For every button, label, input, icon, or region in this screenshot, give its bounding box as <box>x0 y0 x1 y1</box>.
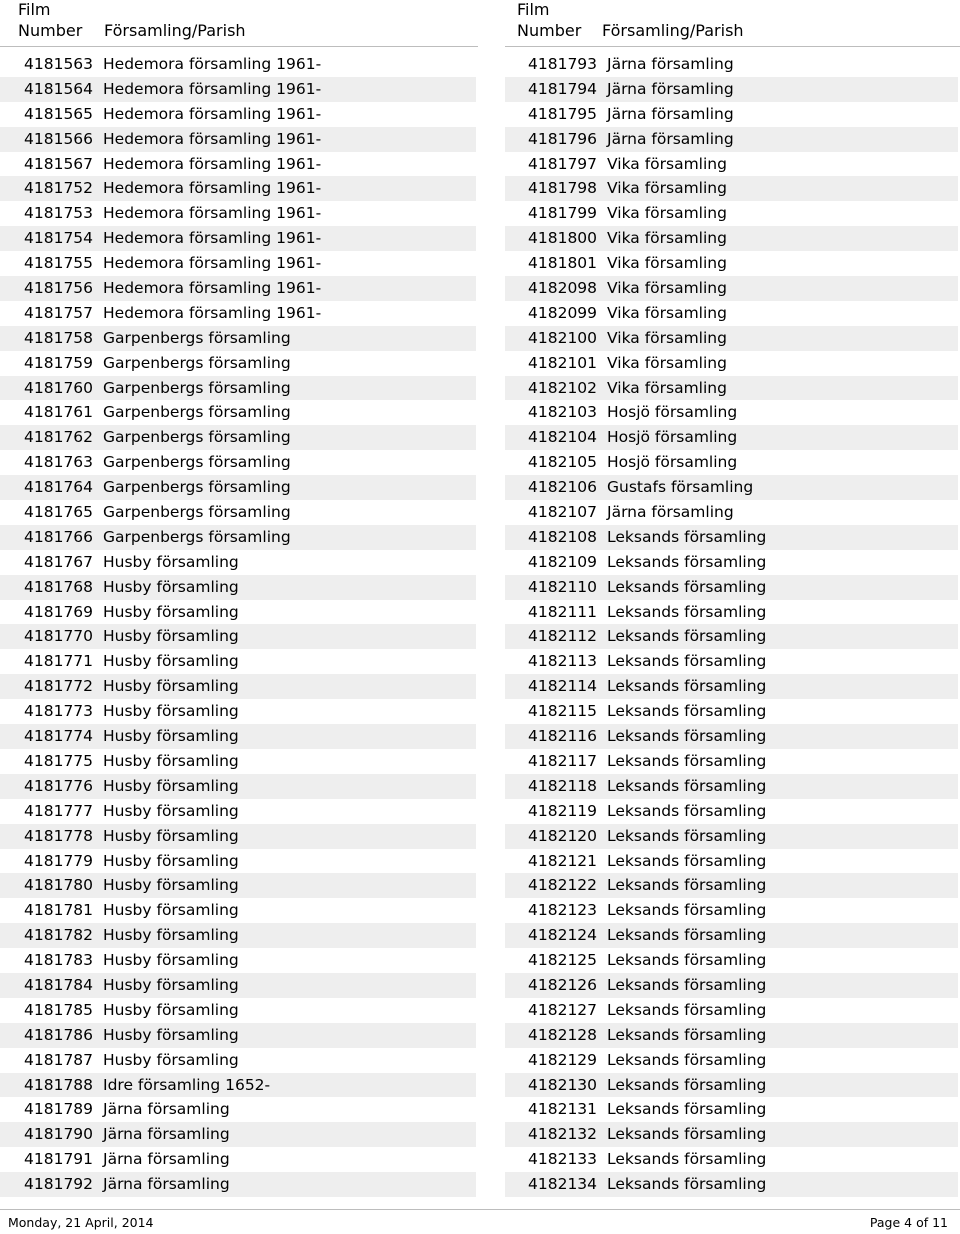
film-number: 4181774 <box>24 727 94 746</box>
film-number: 4181567 <box>24 154 94 173</box>
table-row <box>0 923 476 948</box>
table-row <box>505 624 958 649</box>
film-number: 4181780 <box>24 876 94 895</box>
film-number: 4182130 <box>528 1075 598 1094</box>
film-number: 4181779 <box>24 851 94 870</box>
table-row <box>0 575 476 600</box>
film-number: 4182109 <box>528 552 598 571</box>
footer-date: Monday, 21 April, 2014 <box>8 1215 154 1230</box>
film-number: 4182108 <box>528 527 598 546</box>
table-row <box>505 376 958 401</box>
parish-name: Leksands församling <box>607 1125 767 1144</box>
parish-name: Järna församling <box>607 55 734 73</box>
table-row <box>505 948 958 973</box>
parish-name: Hedemora församling 1961- <box>103 154 322 173</box>
table-row <box>505 176 958 201</box>
table-row <box>505 674 958 699</box>
film-number: 4182111 <box>528 602 598 621</box>
parish-name: Hedemora församling 1961- <box>103 129 322 148</box>
film-number: 4181752 <box>24 179 94 198</box>
film-number: 4182110 <box>528 577 598 596</box>
parish-name: Järna församling <box>103 1175 230 1194</box>
parish-name: Husby församling <box>103 1025 239 1044</box>
film-number: 4181767 <box>24 552 94 571</box>
film-number: 4182105 <box>528 453 598 472</box>
table-row <box>0 973 476 998</box>
parish-name: Garpenbergs församling <box>103 478 291 497</box>
table-row <box>0 849 476 874</box>
table-row <box>0 351 476 376</box>
film-number: 4181777 <box>24 801 94 820</box>
film-number: 4181759 <box>24 353 94 372</box>
table-row <box>0 450 476 475</box>
table-row <box>505 1122 958 1147</box>
film-number: 4181762 <box>24 428 94 447</box>
parish-name: Husby församling <box>103 652 239 671</box>
parish-name: Husby församling <box>103 627 239 646</box>
table-row <box>505 525 958 550</box>
parish-name: Husby församling <box>103 951 239 970</box>
parish-name: Husby församling <box>103 851 239 870</box>
parish-name: Leksands församling <box>607 751 767 770</box>
parish-name: Järna församling <box>103 1100 230 1119</box>
film-number: 4181791 <box>24 1150 94 1169</box>
table-row <box>0 226 476 251</box>
film-number: 4181785 <box>24 1000 94 1019</box>
parish-name: Garpenbergs församling <box>103 453 291 472</box>
film-number: 4181755 <box>24 254 94 273</box>
film-number: 4182102 <box>528 378 598 397</box>
parish-name: Hedemora församling 1961- <box>103 179 322 198</box>
film-number: 4181763 <box>24 453 94 472</box>
table-row <box>505 475 958 500</box>
parish-name: Järna församling <box>607 104 734 123</box>
parish-name: Leksands församling <box>607 627 767 646</box>
film-number: 4182103 <box>528 403 598 422</box>
table-row <box>0 624 476 649</box>
film-number: 4181778 <box>24 826 94 845</box>
table-row <box>505 923 958 948</box>
film-number: 4181757 <box>24 303 94 322</box>
right-table-header <box>505 0 960 47</box>
film-number: 4181789 <box>24 1100 94 1119</box>
table-row <box>0 550 476 575</box>
table-row <box>0 674 476 699</box>
film-number: 4182099 <box>528 303 598 322</box>
parish-name: Vika församling <box>607 179 727 198</box>
parish-name: Hedemora församling 1961- <box>103 79 322 98</box>
table-row <box>0 400 476 425</box>
parish-name: Husby församling <box>103 801 239 820</box>
parish-name: Vika församling <box>607 378 727 397</box>
parish-name: Husby församling <box>103 702 239 721</box>
parish-name: Husby församling <box>103 602 239 621</box>
table-row <box>505 301 958 326</box>
table-row <box>0 649 476 674</box>
table-row <box>505 251 958 276</box>
table-row <box>505 824 958 849</box>
table-row <box>0 1023 476 1048</box>
film-number: 4181786 <box>24 1025 94 1044</box>
table-row <box>0 600 476 625</box>
table-row <box>505 351 958 376</box>
table-row <box>505 425 958 450</box>
film-number: 4182124 <box>528 926 598 945</box>
right-table-body <box>505 52 960 1197</box>
film-number: 4181564 <box>24 79 94 98</box>
table-row <box>505 1023 958 1048</box>
film-number: 4181766 <box>24 527 94 546</box>
film-number: 4182114 <box>528 677 598 696</box>
table-row <box>0 873 476 898</box>
film-number: 4181771 <box>24 652 94 671</box>
table-row <box>0 1147 476 1172</box>
parish-name: Järna församling <box>607 503 734 522</box>
left-table-header <box>0 0 478 47</box>
table-row <box>0 1073 476 1098</box>
table-row <box>0 500 476 525</box>
table-row <box>505 1097 958 1122</box>
parish-name: Husby församling <box>103 901 239 920</box>
table-row <box>0 276 476 301</box>
film-number: 4181565 <box>24 104 94 123</box>
film-number: 4182100 <box>528 328 598 347</box>
film-number: 4182131 <box>528 1100 598 1119</box>
parish-name: Husby församling <box>103 552 239 571</box>
table-row <box>505 77 958 102</box>
table-row <box>505 1147 958 1172</box>
right-column <box>505 0 960 1194</box>
film-number: 4182121 <box>528 851 598 870</box>
parish-name: Garpenbergs församling <box>103 428 291 447</box>
parish-name: Vika församling <box>607 303 727 322</box>
table-row <box>505 724 958 749</box>
film-number: 4181798 <box>528 179 598 198</box>
table-row <box>0 1048 476 1073</box>
film-number: 4181769 <box>24 602 94 621</box>
table-row <box>505 1073 958 1098</box>
parish-name: Leksands församling <box>607 851 767 870</box>
parish-name: Leksands församling <box>607 926 767 945</box>
table-row <box>505 873 958 898</box>
parish-name: Leksands församling <box>607 1100 767 1119</box>
parish-name: Leksands församling <box>607 876 767 895</box>
parish-name: Idre församling 1652- <box>103 1075 271 1094</box>
film-number: 4182115 <box>528 702 598 721</box>
table-row <box>505 127 958 152</box>
parish-name: Husby församling <box>103 577 239 596</box>
parish-name: Vika församling <box>607 353 727 372</box>
table-row <box>505 201 958 226</box>
parish-name: Leksands församling <box>607 1000 767 1019</box>
film-number: 4182104 <box>528 428 598 447</box>
film-number: 4181795 <box>528 104 598 123</box>
parish-header-label: Församling/Parish <box>602 21 744 40</box>
film-number: 4182129 <box>528 1050 598 1069</box>
film-number: 4181775 <box>24 751 94 770</box>
parish-name: Husby församling <box>103 727 239 746</box>
parish-header-label: Församling/Parish <box>104 21 246 40</box>
parish-name: Leksands församling <box>607 975 767 994</box>
parish-name: Hedemora församling 1961- <box>103 55 322 73</box>
parish-name: Hedemora församling 1961- <box>103 279 322 298</box>
footer-divider <box>0 1209 960 1210</box>
parish-name: Leksands församling <box>607 1050 767 1069</box>
film-number: 4182127 <box>528 1000 598 1019</box>
parish-name: Husby församling <box>103 776 239 795</box>
parish-name: Hedemora församling 1961- <box>103 229 322 248</box>
parish-name: Husby församling <box>103 876 239 895</box>
film-number: 4181796 <box>528 129 598 148</box>
table-row <box>505 102 958 127</box>
film-number: 4181563 <box>24 55 94 73</box>
table-row <box>0 376 476 401</box>
film-number: 4181787 <box>24 1050 94 1069</box>
film-number: 4181801 <box>528 254 598 273</box>
film-number: 4182101 <box>528 353 598 372</box>
film-number: 4181800 <box>528 229 598 248</box>
number-header-label: Number <box>517 21 582 40</box>
film-number: 4182119 <box>528 801 598 820</box>
table-row <box>505 699 958 724</box>
table-row <box>505 774 958 799</box>
parish-name: Garpenbergs församling <box>103 503 291 522</box>
film-number: 4181793 <box>528 55 598 73</box>
parish-name: Hedemora församling 1961- <box>103 303 322 322</box>
film-number: 4182117 <box>528 751 598 770</box>
table-row <box>0 998 476 1023</box>
left-table-body <box>0 52 478 1197</box>
parish-name: Vika församling <box>607 204 727 223</box>
parish-name: Hedemora församling 1961- <box>103 104 322 123</box>
parish-name: Husby församling <box>103 1000 239 1019</box>
film-number: 4182134 <box>528 1175 598 1194</box>
parish-name: Leksands församling <box>607 577 767 596</box>
table-row <box>505 749 958 774</box>
parish-name: Vika församling <box>607 328 727 347</box>
table-row <box>0 824 476 849</box>
parish-name: Vika församling <box>607 254 727 273</box>
parish-name: Husby församling <box>103 926 239 945</box>
table-row <box>505 500 958 525</box>
table-row <box>0 326 476 351</box>
film-header-label: Film <box>18 0 51 19</box>
parish-name: Gustafs församling <box>607 478 754 497</box>
table-row <box>0 799 476 824</box>
table-row <box>0 52 476 77</box>
parish-name: Leksands församling <box>607 1075 767 1094</box>
parish-name: Leksands församling <box>607 801 767 820</box>
film-number: 4181760 <box>24 378 94 397</box>
table-row <box>0 774 476 799</box>
parish-name: Leksands församling <box>607 776 767 795</box>
parish-name: Järna församling <box>103 1125 230 1144</box>
table-row <box>0 1097 476 1122</box>
parish-name: Leksands församling <box>607 652 767 671</box>
film-number: 4181799 <box>528 204 598 223</box>
film-number: 4182120 <box>528 826 598 845</box>
table-row <box>505 400 958 425</box>
film-number: 4182125 <box>528 951 598 970</box>
film-number: 4182126 <box>528 975 598 994</box>
parish-name: Husby församling <box>103 751 239 770</box>
parish-name: Husby församling <box>103 677 239 696</box>
table-row <box>505 450 958 475</box>
parish-name: Järna församling <box>103 1150 230 1169</box>
film-number: 4181784 <box>24 975 94 994</box>
table-row <box>0 127 476 152</box>
table-row <box>0 898 476 923</box>
film-number: 4182106 <box>528 478 598 497</box>
parish-name: Hosjö församling <box>607 428 738 447</box>
parish-name: Hedemora församling 1961- <box>103 254 322 273</box>
table-row <box>0 724 476 749</box>
table-row <box>505 276 958 301</box>
table-row <box>505 649 958 674</box>
parish-name: Leksands församling <box>607 702 767 721</box>
table-row <box>0 475 476 500</box>
film-number: 4181772 <box>24 677 94 696</box>
footer-page-number: Page 4 of 11 <box>869 1215 948 1230</box>
film-number: 4181753 <box>24 204 94 223</box>
film-number: 4181783 <box>24 951 94 970</box>
table-row <box>505 799 958 824</box>
film-number: 4182118 <box>528 776 598 795</box>
film-number: 4181761 <box>24 403 94 422</box>
parish-name: Garpenbergs församling <box>103 353 291 372</box>
parish-name: Hedemora församling 1961- <box>103 204 322 223</box>
film-number: 4181773 <box>24 702 94 721</box>
table-row <box>0 699 476 724</box>
film-number: 4182113 <box>528 652 598 671</box>
film-number: 4181765 <box>24 503 94 522</box>
table-row <box>0 749 476 774</box>
table-row <box>505 998 958 1023</box>
parish-name: Hosjö församling <box>607 453 738 472</box>
film-number: 4181788 <box>24 1075 94 1094</box>
parish-name: Husby församling <box>103 1050 239 1069</box>
table-row <box>505 1172 958 1197</box>
parish-name: Järna församling <box>607 129 734 148</box>
film-number: 4181782 <box>24 926 94 945</box>
table-row <box>0 948 476 973</box>
parish-name: Leksands församling <box>607 727 767 746</box>
film-number: 4182098 <box>528 279 598 298</box>
film-header-label: Film <box>517 0 550 19</box>
film-number: 4181781 <box>24 901 94 920</box>
table-row <box>505 973 958 998</box>
parish-name: Vika församling <box>607 229 727 248</box>
parish-name: Leksands församling <box>607 552 767 571</box>
table-row <box>505 1048 958 1073</box>
film-number: 4182122 <box>528 876 598 895</box>
table-row <box>505 849 958 874</box>
film-number: 4182133 <box>528 1150 598 1169</box>
table-row <box>505 52 958 77</box>
table-row <box>505 326 958 351</box>
table-row <box>505 600 958 625</box>
film-number: 4181797 <box>528 154 598 173</box>
parish-name: Leksands församling <box>607 826 767 845</box>
film-number: 4182107 <box>528 503 598 522</box>
parish-name: Garpenbergs församling <box>103 403 291 422</box>
parish-name: Hosjö församling <box>607 403 738 422</box>
film-number: 4181770 <box>24 627 94 646</box>
film-number: 4181768 <box>24 577 94 596</box>
table-row <box>0 77 476 102</box>
table-row <box>0 425 476 450</box>
film-number: 4181776 <box>24 776 94 795</box>
film-number: 4182112 <box>528 627 598 646</box>
parish-name: Husby församling <box>103 826 239 845</box>
film-number: 4182116 <box>528 727 598 746</box>
parish-name: Garpenbergs församling <box>103 328 291 347</box>
film-number: 4182132 <box>528 1125 598 1144</box>
table-row <box>505 550 958 575</box>
number-header-label: Number <box>18 21 83 40</box>
parish-name: Leksands församling <box>607 951 767 970</box>
table-row <box>0 525 476 550</box>
parish-name: Garpenbergs församling <box>103 378 291 397</box>
parish-name: Vika församling <box>607 279 727 298</box>
parish-name: Leksands församling <box>607 677 767 696</box>
table-row <box>0 176 476 201</box>
parish-name: Leksands församling <box>607 1150 767 1169</box>
parish-name: Leksands församling <box>607 602 767 621</box>
table-row <box>505 226 958 251</box>
film-number: 4181566 <box>24 129 94 148</box>
film-number: 4181790 <box>24 1125 94 1144</box>
parish-name: Järna församling <box>607 79 734 98</box>
left-column <box>0 0 478 1194</box>
film-number: 4181756 <box>24 279 94 298</box>
film-number: 4181764 <box>24 478 94 497</box>
film-number: 4181758 <box>24 328 94 347</box>
table-row <box>505 152 958 177</box>
film-number: 4181754 <box>24 229 94 248</box>
parish-name: Husby församling <box>103 975 239 994</box>
film-number: 4181794 <box>528 79 598 98</box>
film-number: 4182123 <box>528 901 598 920</box>
film-number: 4182128 <box>528 1025 598 1044</box>
parish-name: Leksands församling <box>607 901 767 920</box>
table-row <box>0 201 476 226</box>
parish-name: Leksands församling <box>607 527 767 546</box>
table-row <box>0 301 476 326</box>
parish-name: Garpenbergs församling <box>103 527 291 546</box>
table-row <box>0 251 476 276</box>
table-row <box>505 575 958 600</box>
parish-name: Leksands församling <box>607 1025 767 1044</box>
table-row <box>0 102 476 127</box>
parish-name: Vika församling <box>607 154 727 173</box>
table-row <box>0 1122 476 1147</box>
table-row <box>0 1172 476 1197</box>
table-row <box>505 898 958 923</box>
film-number: 4181792 <box>24 1175 94 1194</box>
table-row <box>0 152 476 177</box>
parish-name: Leksands församling <box>607 1175 767 1194</box>
